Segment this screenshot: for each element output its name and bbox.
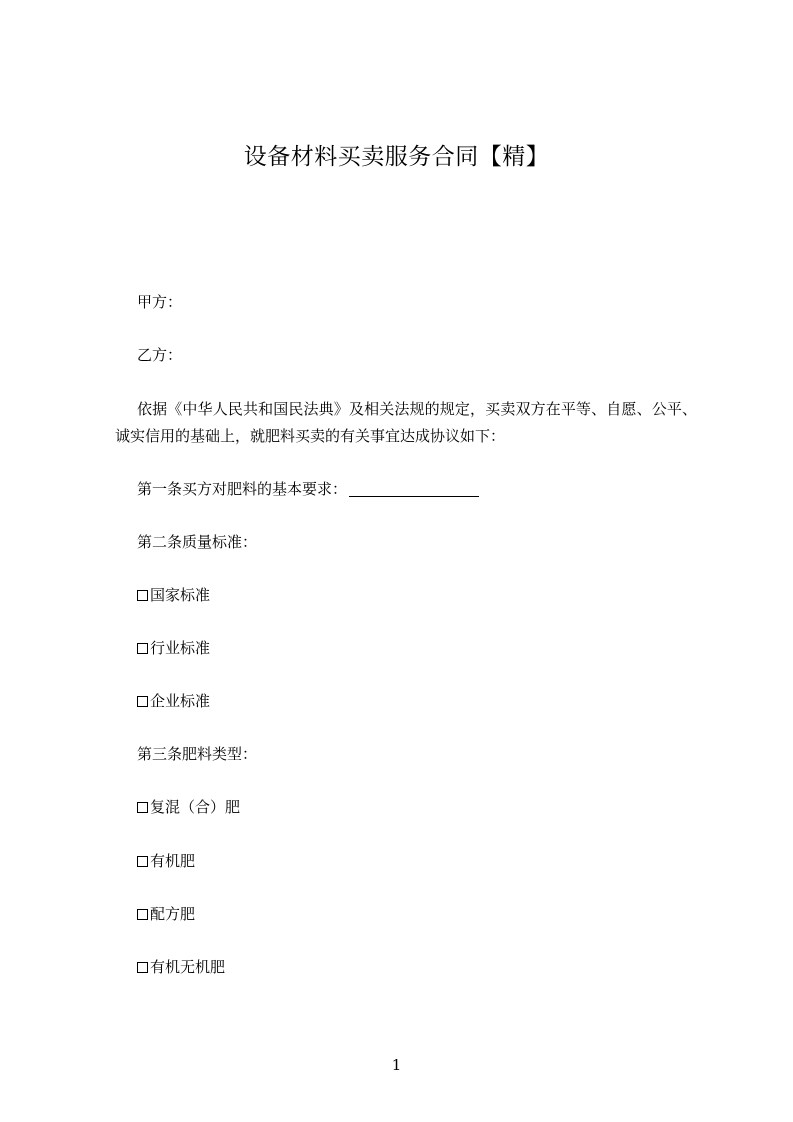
fertilizer-option-label: 配方肥 [150,905,196,923]
fertilizer-option [137,796,240,818]
quality-option-label: 国家标准 [150,586,211,604]
document-title: 设备材料买卖服务合同【精】 [243,144,550,170]
page-number: 1 [391,1056,402,1074]
intro-paragraph: 依据《中华人民共和国民法典》及相关法规的规定，买卖双方在平等、自愿、公平、诚实信用的基础上，就肥料买卖的有关事宜达成协议如下： [115,400,697,445]
quality-option [137,690,210,712]
party-b-label: 乙方： [137,346,183,364]
fertilizer-option [137,956,225,978]
article-1-text: 第一条买方对肥料的基本要求： [137,480,348,498]
party-a-label: 甲方： [137,293,183,311]
checkbox-icon[interactable] [137,802,148,813]
fertilizer-option-label: 有机无机肥 [150,958,226,976]
article-1 [137,478,479,500]
checkbox-icon[interactable] [137,962,148,973]
checkbox-icon[interactable] [137,856,148,867]
quality-option-label: 行业标准 [150,639,211,657]
quality-option-label: 企业标准 [150,692,211,710]
fertilizer-option [137,850,195,872]
article-3: 第三条肥料类型： [137,745,258,763]
fertilizer-option-label: 复混（合）肥 [150,798,241,816]
checkbox-icon[interactable] [137,696,148,707]
checkbox-icon[interactable] [137,590,148,601]
fill-in-blank[interactable] [349,481,479,497]
fertilizer-option-label: 有机肥 [150,852,196,870]
fertilizer-option [137,903,195,925]
article-2: 第二条质量标准： [137,533,258,551]
checkbox-icon[interactable] [137,643,148,654]
checkbox-icon[interactable] [137,909,148,920]
quality-option [137,637,210,659]
quality-option [137,584,210,606]
